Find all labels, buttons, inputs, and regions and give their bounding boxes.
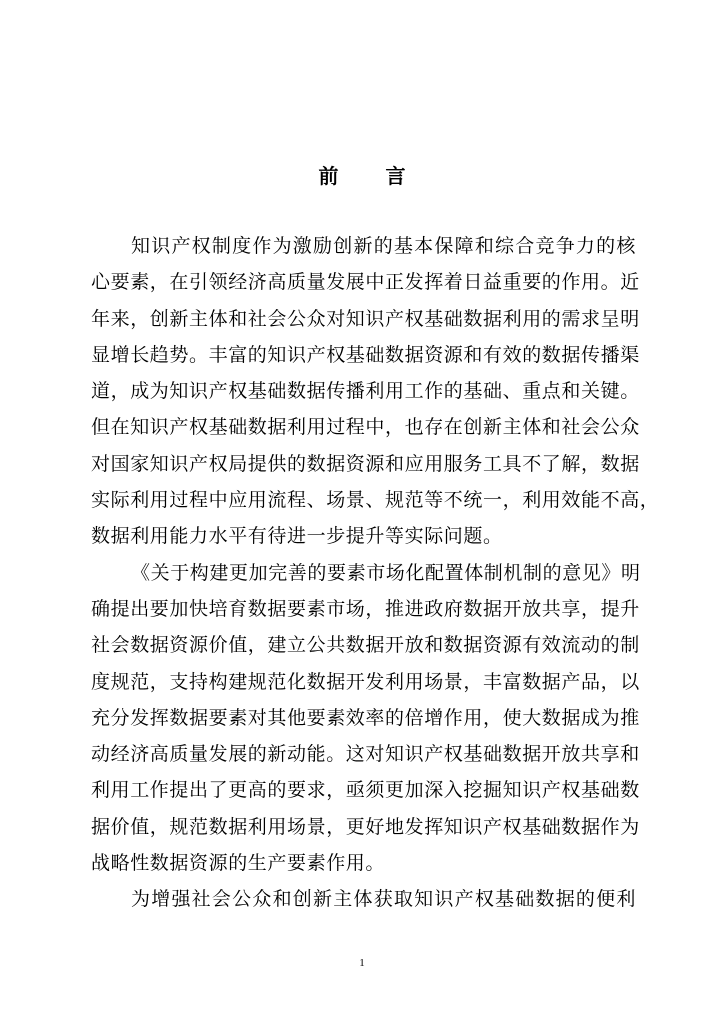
paragraph-line: 确提出要加快培育数据要素市场，推进政府数据开放共享，提升 (91, 597, 640, 620)
paragraph-line: 心要素，在引领经济高质量发展中正发挥着日益重要的作用。近 (91, 271, 640, 294)
paragraph-line: 对国家知识产权局提供的数据资源和应用服务工具不了解，数据 (91, 452, 640, 475)
paragraph-3 (91, 881, 636, 917)
paragraph-line: 知识产权制度作为激励创新的基本保障和综合竞争力的核 (131, 235, 636, 257)
page-number: 1 (359, 957, 365, 969)
paragraph-2 (91, 555, 641, 882)
document-body (91, 228, 660, 918)
paragraph-line: 度规范，支持构建规范化数据开发利用场景，丰富数据产品，以 (91, 670, 640, 693)
paragraph-line: 为增强社会公众和创新主体获取知识产权基础数据的便利 (131, 888, 636, 911)
paragraph-line: 数据利用能力水平有待进一步提升等实际问题。 (91, 525, 503, 548)
paragraph-line: 实际利用过程中应用流程、场景、规范等不统一，利用效能不高， (91, 489, 660, 512)
paragraph-line: 据价值，规范数据利用场景，更好地发挥知识产权基础数据作为 (91, 815, 640, 838)
paragraph-line: 《关于构建更加完善的要素市场化配置体制机制的意见》明 (131, 561, 641, 584)
paragraph-1 (91, 228, 660, 555)
paragraph-line: 年来，创新主体和社会公众对知识产权基础数据利用的需求呈明 (91, 307, 640, 330)
paragraph-line: 社会数据资源价值，建立公共数据开放和数据资源有效流动的制 (91, 634, 640, 657)
paragraph-line: 道，成为知识产权基础数据传播利用工作的基础、重点和关键。 (91, 380, 640, 403)
paragraph-line: 战略性数据资源的生产要素作用。 (91, 852, 386, 875)
paragraph-line: 但在知识产权基础数据利用过程中，也存在创新主体和社会公众 (91, 416, 640, 439)
paragraph-line: 利用工作提出了更高的要求，亟须更加深入挖掘知识产权基础数 (91, 779, 640, 802)
paragraph-line: 显增长趋势。丰富的知识产权基础数据资源和有效的数据传播渠 (91, 343, 640, 366)
paragraph-line: 充分发挥数据要素对其他要素效率的倍增作用，使大数据成为推 (91, 706, 640, 729)
page-title: 前 言 (318, 164, 426, 188)
paragraph-line: 动经济高质量发展的新动能。这对知识产权基础数据开放共享和 (91, 743, 640, 766)
